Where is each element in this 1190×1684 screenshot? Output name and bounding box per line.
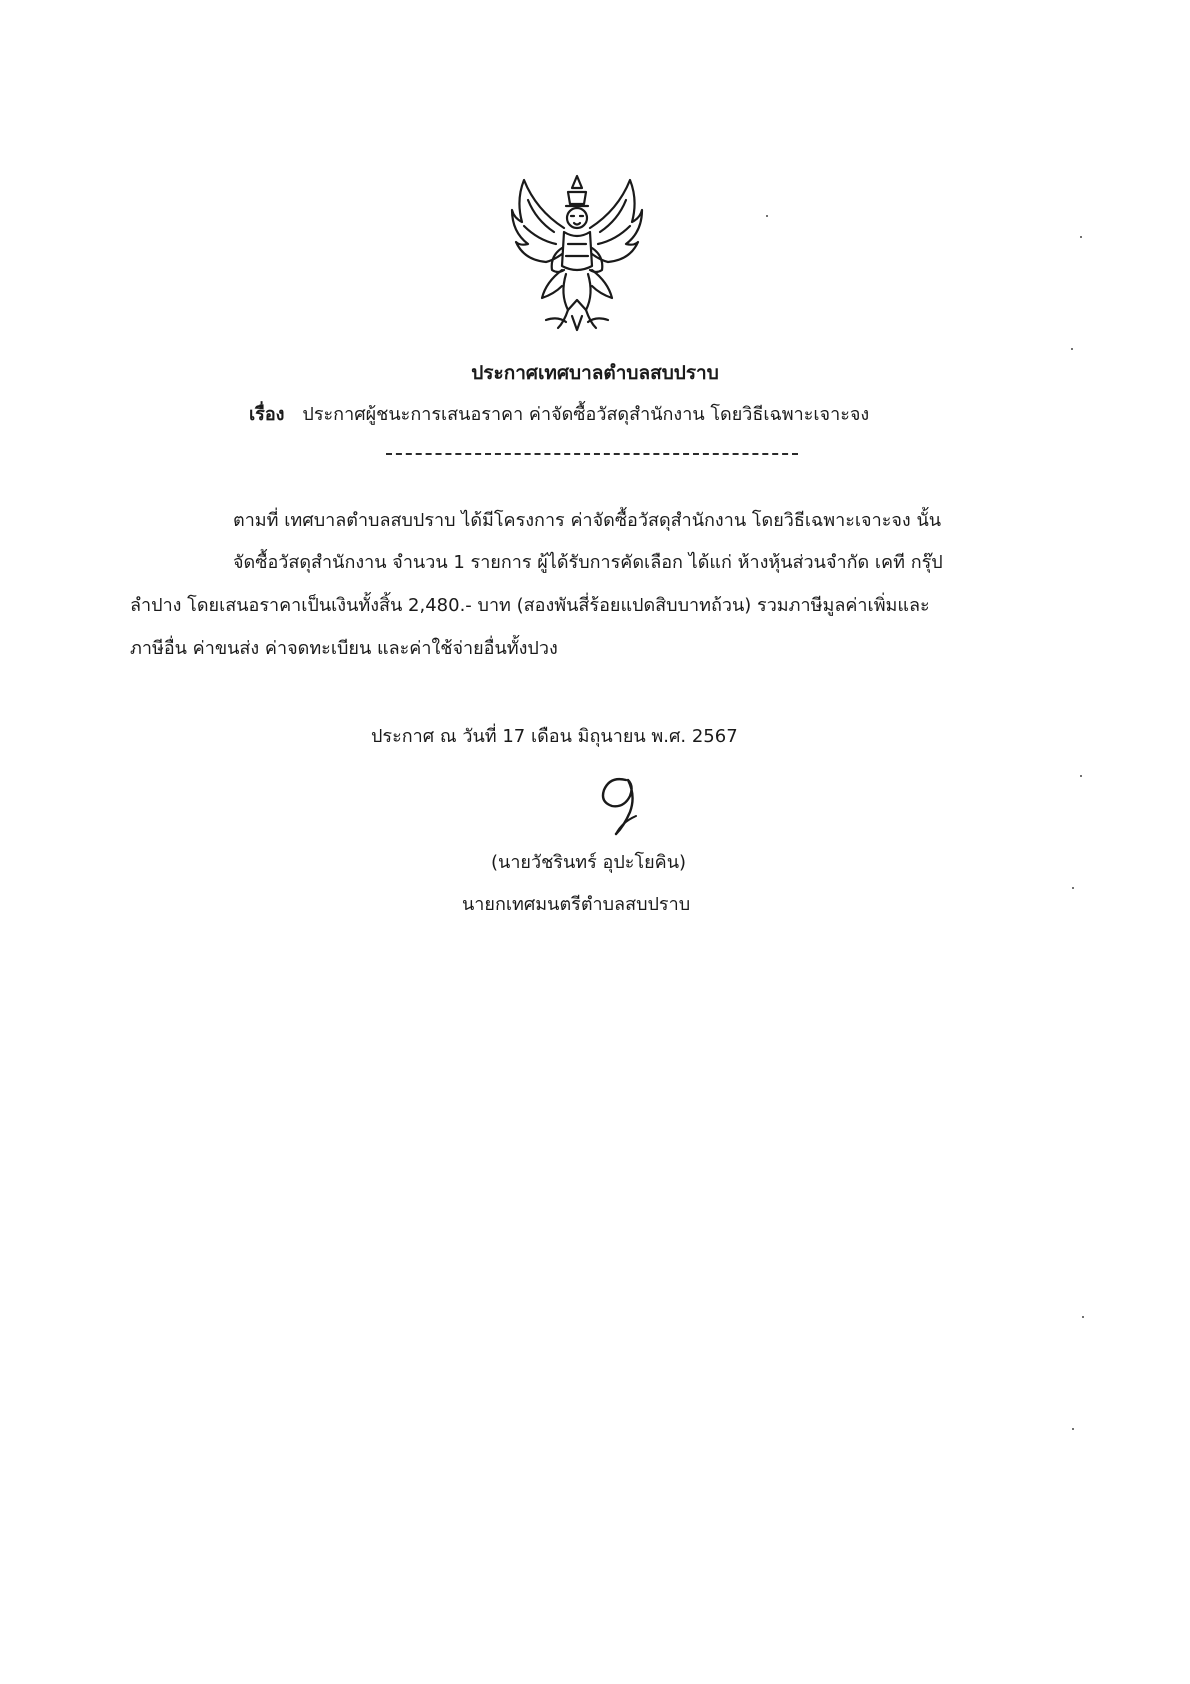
announcement-subject — [249, 403, 869, 427]
scan-speck — [1080, 236, 1082, 238]
subject-label: เรื่อง — [249, 404, 285, 425]
handwritten-signature-icon — [596, 772, 646, 836]
signer-name: (นายวัชรินทร์ อุปะโยคิน) — [491, 852, 687, 873]
scan-speck — [1080, 775, 1082, 777]
body-line-2: จัดซื้อวัสดุสำนักงาน จำนวน 1 รายการ ผู้ได้รับการคัดเลือก ได้แก่ ห้างหุ้นส่วนจำกัด เคที กรุ๊ป — [233, 552, 943, 573]
scan-speck — [1071, 348, 1073, 350]
separator-line — [386, 453, 798, 455]
subject-text: ประกาศผู้ชนะการเสนอราคา ค่าจัดซื้อวัสดุสำนักงาน โดยวิธีเฉพาะเจาะจง — [302, 404, 870, 425]
body-line-1: ตามที่ เทศบาลตำบลสบปราบ ได้มีโครงการ ค่าจัดซื้อวัสดุสำนักงาน โดยวิธีเฉพาะเจาะจง นั้น — [233, 510, 942, 531]
body-line-4: ภาษีอื่น ค่าขนส่ง ค่าจดทะเบียน และค่าใช้จ่ายอื่นทั้งปวง — [130, 638, 558, 659]
scan-speck — [1072, 1428, 1074, 1430]
scan-speck — [1082, 1316, 1084, 1318]
scan-speck — [766, 215, 768, 217]
announcement-title: ประกาศเทศบาลตำบลสบปราบ — [471, 362, 719, 384]
body-line-3: ลำปาง โดยเสนอราคาเป็นเงินทั้งสิ้น 2,480.- บาท (สองพันสี่ร้อยแปดสิบบาทถ้วน) รวมภาษีมูลค่าเพิ่มและ — [130, 595, 930, 616]
announcement-date: ประกาศ ณ วันที่ 17 เดือน มิถุนายน พ.ศ. 2567 — [371, 726, 738, 747]
signer-position: นายกเทศมนตรีตำบลสบปราบ — [462, 894, 691, 915]
garuda-emblem-icon — [506, 170, 648, 336]
scan-speck — [1072, 887, 1074, 889]
